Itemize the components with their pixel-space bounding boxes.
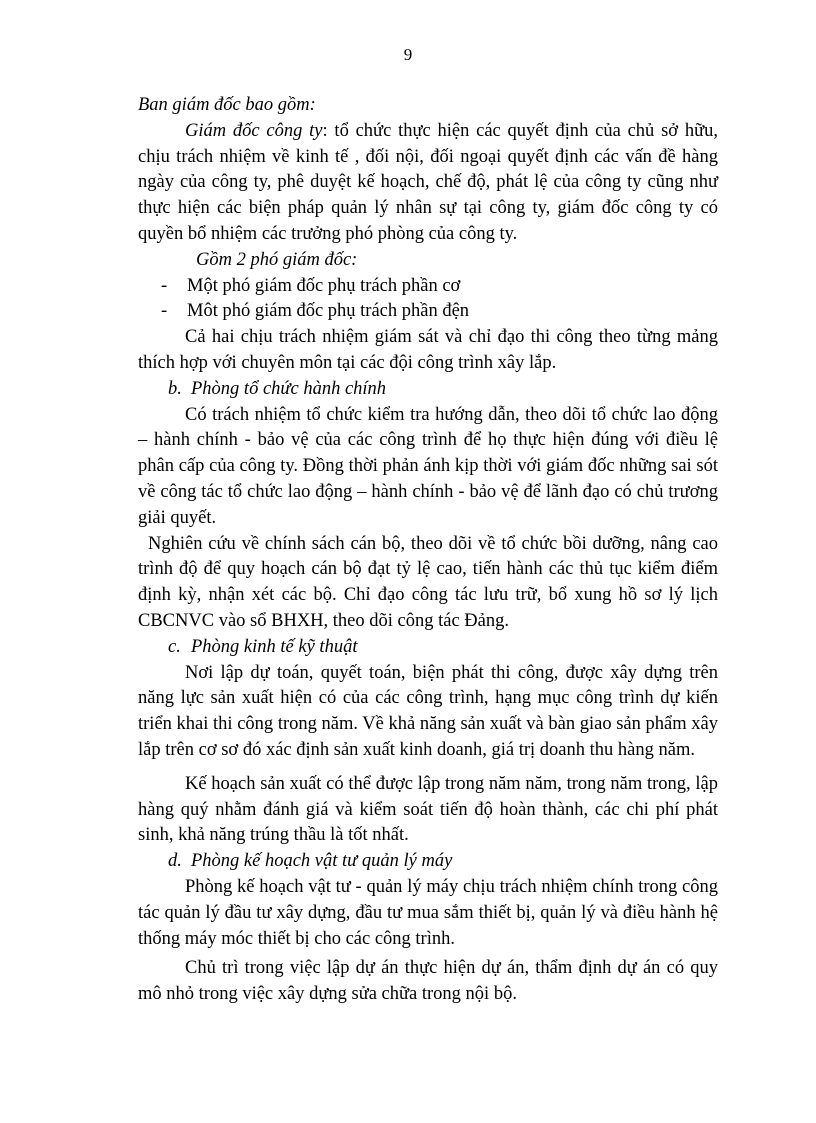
section-letter: d. (168, 851, 182, 872)
section-heading-b (168, 377, 718, 403)
intro-heading: Ban giám đốc bao gồm: (138, 95, 316, 115)
dash-marker: - (161, 275, 168, 296)
deputy-heading: Gồm 2 phó giám đốc: (196, 249, 358, 270)
section-letter: b. (168, 378, 182, 399)
director-paragraph (138, 119, 718, 248)
director-text: : tổ chức thực hiện các quyết định của chủ sở hữu, chịu trách nhiệm về kinh tế , đối nội, đối ngoại quyết định các vấn đề hàng ngày của công ty, phê duyệt kế hoạch, chế độ, phát lệ của công ty cũng như thực hiện các biện pháp quản lý nhân sự tại công ty, giám đốc công ty có quyền bổ nhiệm các trưởng phó phòng của công ty. (138, 120, 718, 244)
page-number: 9 (403, 45, 413, 64)
deputy-item-text: Môt phó giám đốc phụ trách phần đện (187, 301, 470, 322)
deputy-item (161, 274, 718, 300)
section-heading-c (168, 635, 718, 661)
section-title: Phòng kế hoạch vật tư quản lý máy (191, 851, 453, 872)
section-paragraph: Nghiên cứu về chính sách cán bộ, theo dõi về tổ chức bồi dưỡng, nâng cao trình độ để quy hoạch cán bộ đạt tỷ lệ cao, tiến hành các thủ tục kiểm điểm định kỳ, nhận xét các bộ. Chỉ đạo công tác lưu trữ, bổ xung hồ sơ lý lịch CBCNVC vào sổ BHXH, theo dõi công tác Đảng. (138, 533, 718, 631)
section-paragraph: Kế hoạch sản xuất có thể được lập trong năm năm, trong năm trong, lập hàng quý nhằm đánh giá và kiểm soát tiến độ hoàn thành, các chi phí phát sinh, khả năng trúng thầu là tốt nhất. (138, 773, 718, 846)
section-letter: c. (168, 636, 181, 657)
section-heading-d (168, 849, 718, 875)
section-title: Phòng kinh tế kỹ thuật (191, 636, 358, 657)
section-paragraph: Phòng kế hoạch vật tư - quản lý máy chịu trách nhiệm chính trong công tác quản lý đầu tư xây dựng, đầu tư mua sắm thiết bị, quản lý và điều hành hệ thống máy móc thiết bị cho các công trình. (138, 876, 718, 949)
deputy-item (161, 299, 718, 325)
section-title: Phòng tổ chức hành chính (191, 378, 387, 399)
document-body (138, 93, 718, 1008)
deputy-item-text: Một phó giám đốc phụ trách phần cơ (187, 275, 461, 296)
section-paragraph: Có trách nhiệm tổ chức kiểm tra hướng dẫn, theo dõi tổ chức lao động – hành chính - bảo vệ của các công trình để họ thực hiện đúng với điều lệ phân cấp của công ty. Đồng thời phản ánh kịp thời với giám đốc những sai sót về công tác tổ chức lao động – hành chính - bảo vệ để lãnh đạo có chủ trương giải quyết. (138, 404, 718, 528)
dash-marker: - (161, 301, 168, 322)
section-paragraph: Nơi lập dự toán, quyết toán, biện phát thi công, được xây dựng trên năng lực sản xuất hiện có của các công trình, hạng mục công trình dự kiến triển khai thi công trong năm. Về khả năng sản xuất và bàn giao sản phẩm xây lắp trên cơ sơ đó xác định sản xuất kinh doanh, giá trị doanh thu hàng năm. (138, 662, 718, 760)
section-paragraph: Chủ trì trong việc lập dự án thực hiện dự án, thẩm định dự án có quy mô nhỏ trong việc xây dựng sửa chữa trong nội bộ. (138, 958, 718, 1005)
director-term: Giám đốc công ty (185, 120, 323, 141)
deputy-paragraph: Cả hai chịu trách nhiệm giám sát và chỉ đạo thi công theo từng mảng thích hợp với chuyên môn tại các đội công trình xây lắp. (138, 327, 718, 373)
